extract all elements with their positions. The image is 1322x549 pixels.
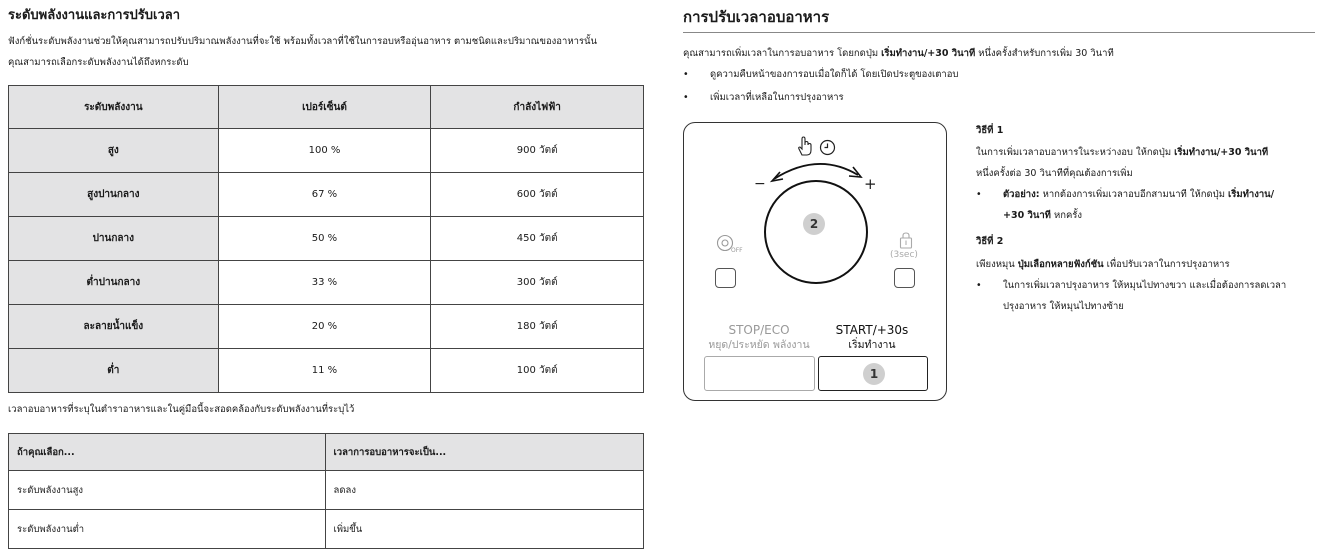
power-level-cell: ต่ำปานกลาง: [9, 261, 219, 305]
percent-cell: 33 %: [218, 261, 431, 305]
start-button[interactable]: [818, 356, 928, 391]
intro-bold: เริ่มทำงาน/+30 วินาที: [881, 48, 976, 59]
percent-cell: 11 %: [218, 349, 431, 393]
step-1-title: วิธีที่ 1: [976, 125, 1004, 136]
table-row: [9, 349, 644, 393]
percent-cell: 20 %: [218, 305, 431, 349]
step-1-text-2: หนึ่งครั้งต่อ 30 วินาทีที่คุณต้องการเพิ่ม: [976, 168, 1133, 179]
table-row: [9, 217, 644, 261]
minus-label: −: [754, 176, 766, 192]
result-cell: ลดลง: [325, 471, 644, 510]
intro-paragraph: [683, 47, 1315, 61]
table-row: [9, 261, 644, 305]
power-level-cell: ต่ำ: [9, 349, 219, 393]
list-item: • ดูความคืบหน้าของการอบเมื่อใดก็ได้ โดยเปิดประตูของเตาอบ: [683, 63, 1315, 86]
list-item: • เพิ่มเวลาที่เหลือในการปรุงอาหาร: [683, 86, 1315, 109]
table-row: [9, 173, 644, 217]
stop-eco-button[interactable]: [704, 356, 815, 391]
list-item: [976, 184, 1316, 226]
table-row: [9, 510, 644, 549]
lock-label: (3sec): [890, 250, 918, 260]
note-text: เวลาอบอาหารที่ระบุในตำราอาหารและในคู่มือนี้จะสอดคล้องกับระดับพลังงานที่ระบุไว้: [8, 404, 355, 415]
table-row: [9, 305, 644, 349]
control-panel-illustration: [683, 122, 947, 401]
wattage-cell: 300 วัตต์: [431, 261, 644, 305]
intro-text: คุณสามารถเพิ่มเวลาในการอบอาหาร โดยกดปุ่ม: [683, 48, 882, 59]
example-text: หากต้องการเพิ่มเวลาอบอีกสามนาที ให้กดปุ่ม: [1039, 189, 1228, 200]
column-header: เวลาการอบอาหารจะเป็น...: [325, 434, 644, 471]
option-table: [8, 433, 644, 549]
step-1-bullets: [976, 184, 1316, 226]
power-level-cell: ปานกลาง: [9, 217, 219, 261]
column-header: กำลังไฟฟ้า: [431, 86, 644, 129]
clock-icon: [819, 139, 836, 156]
section-title: การปรับเวลาอบอาหาร: [683, 6, 1315, 33]
bullet-text: ในการเพิ่มเวลาปรุงอาหาร ให้หมุนไปทางขวา และเมื่อต้องการลดเวลา: [1003, 280, 1287, 291]
step-1-text: [976, 142, 1316, 163]
start-subtitle: เริ่มทำงาน: [848, 339, 896, 351]
step-2-bullets: [976, 275, 1316, 317]
off-label: OFF: [731, 247, 743, 254]
start-title: START/+30s: [835, 323, 909, 337]
stop-eco-subtitle: หยุด/ประหยัด พลังงาน: [708, 339, 810, 351]
step-1-badge: 1: [863, 363, 885, 385]
power-level-cell: ละลายน้ำแข็ง: [9, 305, 219, 349]
off-icon: [716, 233, 743, 259]
percent-cell: 50 %: [218, 217, 431, 261]
step-2-text: [976, 254, 1316, 275]
step-2-title: วิธีที่ 2: [976, 236, 1004, 247]
lock-button[interactable]: [894, 268, 915, 288]
wattage-cell: 100 วัตต์: [431, 349, 644, 393]
intro-line: คุณสามารถเลือกระดับพลังงานได้ถึงหกระดับ: [8, 57, 189, 68]
intro-paragraph: [8, 31, 644, 73]
wattage-cell: 450 วัตต์: [431, 217, 644, 261]
method-instructions: [976, 122, 1316, 317]
percent-cell: 100 %: [218, 129, 431, 173]
step-text: เพียงหมุน: [976, 259, 1018, 270]
step-2-badge: 2: [803, 213, 825, 235]
example-bold: +30 วินาที: [1003, 210, 1051, 221]
off-button[interactable]: [715, 268, 736, 288]
wattage-cell: 180 วัตต์: [431, 305, 644, 349]
power-level-cell: สูงปานกลาง: [9, 173, 219, 217]
stop-eco-title: STOP/ECO: [728, 323, 790, 337]
power-level-section: [8, 0, 644, 535]
step-bold: เริ่มทำงาน/+30 วินาที: [1174, 147, 1269, 158]
intro-text: หนึ่งครั้งสำหรับการเพิ่ม 30 วินาที: [975, 48, 1114, 59]
lock-icon: [890, 231, 924, 263]
column-header: เปอร์เซ็นต์: [218, 86, 431, 129]
table-header-row: [9, 86, 644, 129]
wattage-cell: 600 วัตต์: [431, 173, 644, 217]
hand-icon: [795, 135, 815, 157]
table-header-row: [9, 434, 644, 471]
step-text: เพื่อปรับเวลาในการปรุงอาหาร: [1103, 259, 1230, 270]
start-label: [825, 323, 919, 353]
step-bold: ปุ่มเลือกหลายฟังก์ชัน: [1017, 259, 1104, 270]
table-row: [9, 471, 644, 510]
example-label: ตัวอย่าง:: [1003, 189, 1040, 200]
option-cell: ระดับพลังงานสูง: [9, 471, 326, 510]
table-row: [9, 129, 644, 173]
column-header: ระดับพลังงาน: [9, 86, 219, 129]
list-item: [976, 275, 1316, 317]
example-bold: เริ่มทำงาน/: [1227, 189, 1275, 200]
intro-line: ฟังก์ชั่นระดับพลังงานช่วยให้คุณสามารถปรับปริมาณพลังงานที่จะใช้ พร้อมทั้งเวลาที่ใช้ในการอบหรืออุ่นอาหาร ตามชนิดและปริมาณของอาหารนั้น: [8, 36, 598, 47]
example-text: หกครั้ง: [1050, 210, 1083, 221]
percent-cell: 67 %: [218, 173, 431, 217]
result-cell: เพิ่มขึ้น: [325, 510, 644, 549]
power-level-table: [8, 85, 644, 393]
wattage-cell: 900 วัตต์: [431, 129, 644, 173]
column-header: ถ้าคุณเลือก...: [9, 434, 326, 471]
power-level-cell: สูง: [9, 129, 219, 173]
step-text: ในการเพิ่มเวลาอบอาหารในระหว่างอบ ให้กดปุ่ม: [976, 147, 1175, 158]
option-cell: ระดับพลังงานต่ำ: [9, 510, 326, 549]
bullet-text: ปรุงอาหาร ให้หมุนไปทางซ้าย: [1003, 301, 1124, 312]
plus-label: +: [864, 175, 877, 193]
stop-eco-label: [700, 323, 818, 353]
section-title: ระดับพลังงานและการปรับเวลา: [8, 8, 181, 23]
bullet-list: [683, 63, 1315, 109]
